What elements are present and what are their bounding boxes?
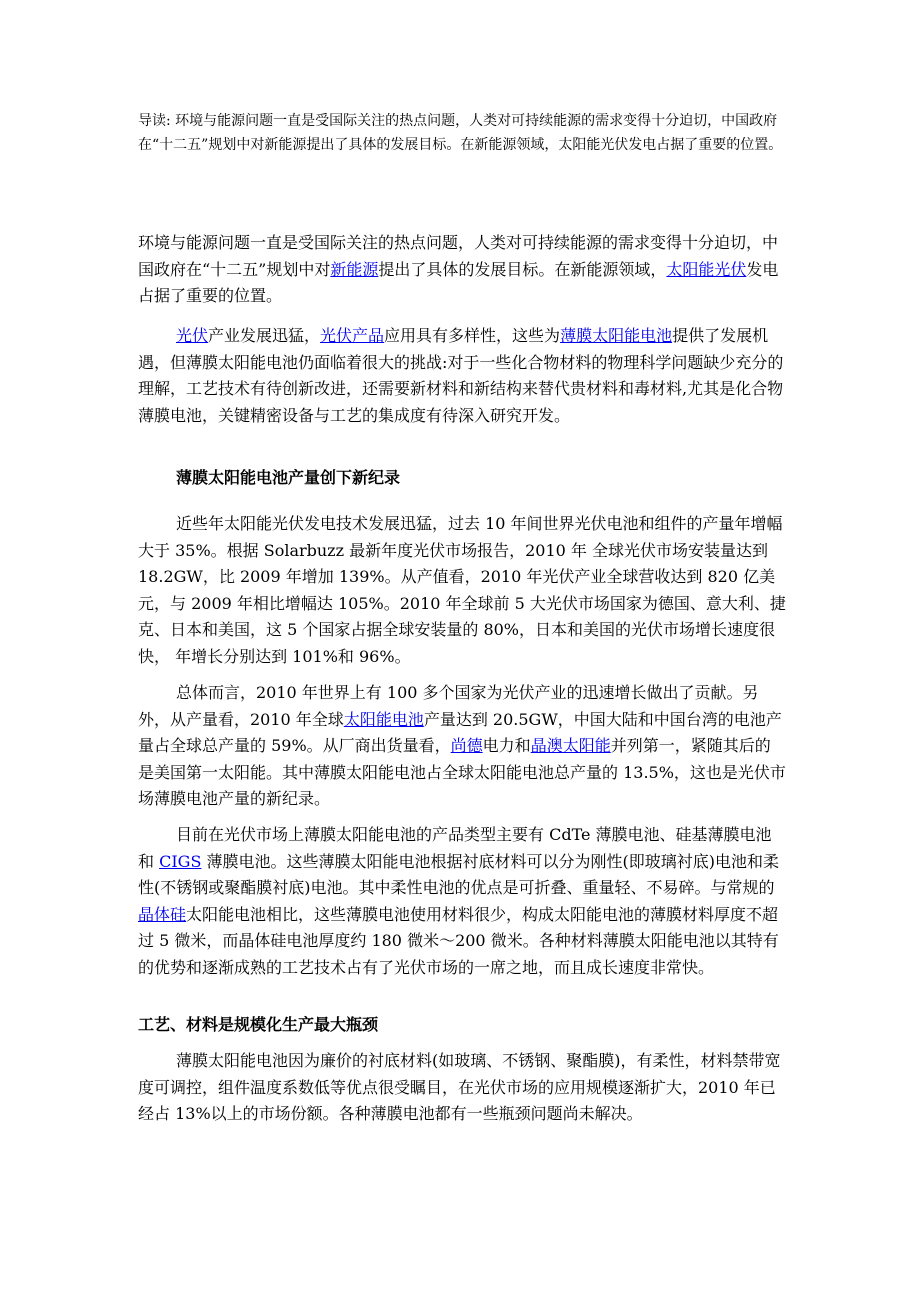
link-cigs[interactable]: CIGS [159,851,202,871]
section-heading-2: 工艺、材料是规模化生产最大瓶颈 [138,1015,379,1034]
link-solar-cell[interactable]: 太阳能电池 [343,709,424,729]
link-new-energy[interactable]: 新能源 [330,259,379,279]
paragraph-1-text-1: 环境与能源问题一直是受国际关注的热点问题，人类对可持续能源的需求变得十分迫切，中国政府在“十二五”规划中对 [138,233,779,279]
link-thin-film-solar-cell[interactable]: 薄膜太阳能电池 [560,326,673,345]
paragraph-1 [138,230,786,310]
link-pv-products[interactable]: 光伏产品 [320,326,385,345]
paragraph-6: 薄膜太阳能电池因为廉价的衬底材料(如玻璃、不锈钢、聚酯膜)，有柔性，材料禁带宽度可调控，组件温度系数低等优点很受瞩目，在光伏市场的应用规模逐渐扩大，2010 年已经占 13%以上的市场份额。各种薄膜电池都有一些瓶颈问题尚未解决。 [138,1051,781,1123]
link-crystalline-silicon[interactable]: 晶体硅 [138,904,187,924]
paragraph-2-text-1: 产业发展迅猛， [208,326,321,345]
link-solar-pv[interactable]: 太阳能光伏 [666,259,747,279]
link-suntech[interactable]: 尚德 [450,736,483,755]
paragraph-1-text-2: 提出了具体的发展目标。在新能源领域， [378,259,667,279]
paragraph-2-text-3: 提供了发展机遇，但薄膜太阳能电池仍面临着很大的挑战:对于一些化合物材料的物理科学问题缺少充分的理解，工艺技术有待创新改进，还需要新材料和新结构来替代贵材料和毒材料,尤其是化合物薄膜电池，关键精密设备与工艺的集成度有待深入研究开发。 [138,326,784,425]
link-pv[interactable]: 光伏 [176,326,209,345]
paragraph-5 [138,822,786,981]
section-heading-1: 薄膜太阳能电池产量创下新纪录 [176,468,401,487]
paragraph-4-text-2: 产量达到 20.5GW，中国大陆和中国台湾的电池产量占全球总产量的 59%。从厂商出货量看， [138,709,782,755]
paragraph-5-text-1: 目前在光伏市场上薄膜太阳能电池的产品类型主要有 CdTe 薄膜电池、硅基薄膜电池和 [138,825,772,871]
paragraph-1-text-3: 发电占据了重要的位置。 [138,259,779,305]
paragraph-5-text-3: 太阳能电池相比，这些薄膜电池使用材料很少，构成太阳能电池的薄膜材料厚度不超过 5 微米，而晶体硅电池厚度约 180 微米～200 微米。各种材料薄膜太阳能电池以其特有的优势和逐渐成熟的工艺技术占有了光伏市场的一席之地，而且成长速度非常快。 [138,904,779,977]
paragraph-2-text-2: 应用具有多样性，这些为 [384,326,561,345]
paragraph-4-text-3: 电力和 [482,736,531,755]
paragraph-4 [138,680,786,813]
intro-summary: 导读: 环境与能源问题一直是受国际关注的热点问题，人类对可持续能源的需求变得十分迫切，中国政府在“十二五”规划中对新能源提出了具体的发展目标。在新能源领域，太阳能光伏发电占据了重要的位置。 [138,113,783,153]
paragraph-2 [138,323,786,429]
paragraph-4-text-1: 总体而言，2010 年世界上有 100 多个国家为光伏产业的迅速增长做出了贡献。另外，从产量看，2010 年全球 [138,683,759,729]
paragraph-4-text-4: 并列第一，紧随其后的是美国第一太阳能。其中薄膜太阳能电池占全球太阳能电池总产量的 13.5%，这也是光伏市场薄膜电池产量的新纪录。 [138,736,786,808]
paragraph-3: 近些年太阳能光伏发电技术发展迅猛，过去 10 年间世界光伏电池和组件的产量年增幅大于 35%。根据 Solarbuzz 最新年度光伏市场报告，2010 年 全球光伏市场安装量达到 18.2GW，比 2009 年增加 139%。从产值看，2010 年光伏产业全球营收达到 820 亿美元，与 2009 年相比增幅达 105%。2010 年全球前 5 大光伏市场国家为德国、意大利、捷克、日本和美国，这 5 个国家占据全球安装量的 80%，日本和美国的光伏市场增长速度很快， 年增长分别达到 101%和 96%。 [138,514,786,666]
paragraph-5-text-2: 薄膜电池。这些薄膜太阳能电池根据衬底材料可以分为刚性(即玻璃衬底)电池和柔性(不锈钢或聚酯膜衬底)电池。其中柔性电池的优点是可折叠、重量轻、不易碎。与常规的 [138,851,779,897]
link-ja-solar[interactable]: 晶澳太阳能 [530,736,611,755]
